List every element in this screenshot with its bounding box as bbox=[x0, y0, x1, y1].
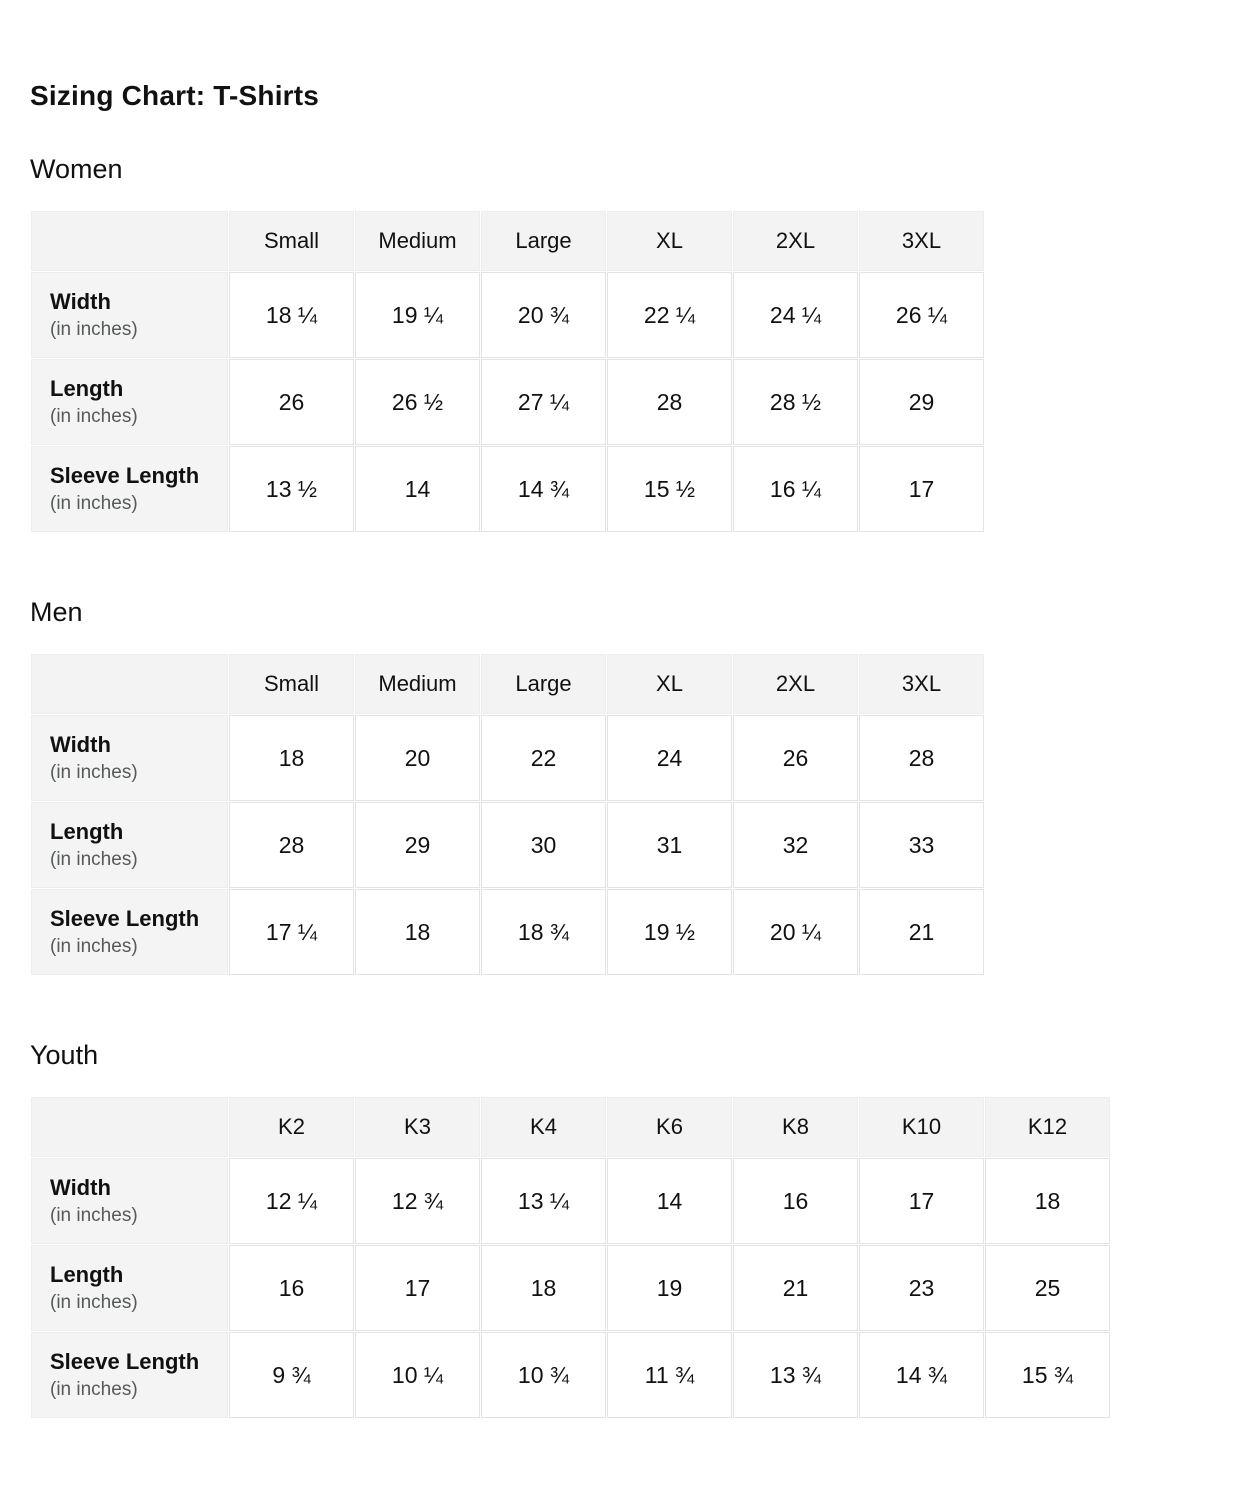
row-label-cell bbox=[31, 1245, 228, 1331]
row-label: Sleeve Length bbox=[50, 463, 200, 489]
row-label-cell bbox=[31, 889, 228, 975]
column-header: 3XL bbox=[859, 211, 984, 271]
section-heading-women: Women bbox=[30, 154, 123, 184]
column-header: XL bbox=[607, 654, 732, 714]
table-row bbox=[31, 889, 984, 975]
size-value-cell: 12 ¼ bbox=[229, 1158, 354, 1244]
size-value-cell: 10 ¼ bbox=[355, 1332, 480, 1418]
size-value-cell: 18 ¼ bbox=[229, 272, 354, 358]
corner-cell bbox=[31, 654, 228, 714]
size-value-cell: 10 ¾ bbox=[481, 1332, 606, 1418]
section-heading-men: Men bbox=[30, 597, 83, 627]
size-value-cell: 13 ¼ bbox=[481, 1158, 606, 1244]
size-value-cell: 17 ¼ bbox=[229, 889, 354, 975]
row-label: Width bbox=[50, 1175, 111, 1201]
column-header: 3XL bbox=[859, 654, 984, 714]
size-value-cell: 11 ¾ bbox=[607, 1332, 732, 1418]
row-label: Length bbox=[50, 1262, 124, 1288]
size-value-cell: 15 ¾ bbox=[985, 1332, 1110, 1418]
size-value-cell: 25 bbox=[985, 1245, 1110, 1331]
row-label: Sleeve Length bbox=[50, 1349, 200, 1375]
size-value-cell: 28 bbox=[229, 802, 354, 888]
row-sublabel: (in inches) bbox=[50, 1378, 138, 1400]
size-value-cell: 26 ¼ bbox=[859, 272, 984, 358]
row-label-cell bbox=[31, 446, 228, 532]
size-value-cell: 22 ¼ bbox=[607, 272, 732, 358]
size-value-cell: 21 bbox=[859, 889, 984, 975]
row-label-cell bbox=[31, 359, 228, 445]
table-row bbox=[31, 1332, 1110, 1418]
size-value-cell: 18 bbox=[229, 715, 354, 801]
youth-size-table bbox=[30, 1096, 1111, 1419]
column-header: XL bbox=[607, 211, 732, 271]
size-value-cell: 22 bbox=[481, 715, 606, 801]
section-heading-youth: Youth bbox=[30, 1040, 99, 1070]
column-header: Small bbox=[229, 654, 354, 714]
column-header: Medium bbox=[355, 211, 480, 271]
size-value-cell: 27 ¼ bbox=[481, 359, 606, 445]
size-value-cell: 13 ½ bbox=[229, 446, 354, 532]
youth-size-table-container bbox=[30, 1096, 1220, 1419]
size-value-cell: 23 bbox=[859, 1245, 984, 1331]
size-value-cell: 24 ¼ bbox=[733, 272, 858, 358]
size-value-cell: 19 ¼ bbox=[355, 272, 480, 358]
row-sublabel: (in inches) bbox=[50, 405, 138, 427]
row-sublabel: (in inches) bbox=[50, 935, 138, 957]
table-row bbox=[31, 802, 984, 888]
size-value-cell: 29 bbox=[355, 802, 480, 888]
size-value-cell: 19 ½ bbox=[607, 889, 732, 975]
row-label-cell bbox=[31, 272, 228, 358]
men-size-table bbox=[30, 653, 985, 976]
size-value-cell: 14 ¾ bbox=[859, 1332, 984, 1418]
corner-cell bbox=[31, 211, 228, 271]
size-value-cell: 16 ¼ bbox=[733, 446, 858, 532]
column-header: Large bbox=[481, 654, 606, 714]
size-value-cell: 26 ½ bbox=[355, 359, 480, 445]
size-value-cell: 14 bbox=[355, 446, 480, 532]
size-value-cell: 32 bbox=[733, 802, 858, 888]
size-value-cell: 18 bbox=[355, 889, 480, 975]
column-header: K2 bbox=[229, 1097, 354, 1157]
section-men bbox=[30, 597, 1220, 976]
size-value-cell: 28 bbox=[607, 359, 732, 445]
section-youth bbox=[30, 1040, 1220, 1419]
column-header: Small bbox=[229, 211, 354, 271]
row-label: Width bbox=[50, 732, 111, 758]
column-header: Medium bbox=[355, 654, 480, 714]
table-row bbox=[31, 1245, 1110, 1331]
size-value-cell: 20 ¾ bbox=[481, 272, 606, 358]
row-label-cell bbox=[31, 802, 228, 888]
column-header: K4 bbox=[481, 1097, 606, 1157]
women-size-table bbox=[30, 210, 985, 533]
row-sublabel: (in inches) bbox=[50, 761, 138, 783]
page-title: Sizing Chart: T-Shirts bbox=[30, 80, 320, 111]
size-value-cell: 17 bbox=[859, 1158, 984, 1244]
size-value-cell: 21 bbox=[733, 1245, 858, 1331]
size-value-cell: 20 bbox=[355, 715, 480, 801]
row-label-cell bbox=[31, 715, 228, 801]
size-value-cell: 29 bbox=[859, 359, 984, 445]
size-value-cell: 14 bbox=[607, 1158, 732, 1244]
column-header: K6 bbox=[607, 1097, 732, 1157]
size-value-cell: 30 bbox=[481, 802, 606, 888]
column-header: 2XL bbox=[733, 654, 858, 714]
size-value-cell: 18 bbox=[481, 1245, 606, 1331]
row-label: Length bbox=[50, 376, 124, 402]
size-value-cell: 12 ¾ bbox=[355, 1158, 480, 1244]
size-value-cell: 28 ½ bbox=[733, 359, 858, 445]
row-sublabel: (in inches) bbox=[50, 318, 138, 340]
size-value-cell: 33 bbox=[859, 802, 984, 888]
column-header: 2XL bbox=[733, 211, 858, 271]
size-value-cell: 14 ¾ bbox=[481, 446, 606, 532]
size-value-cell: 16 bbox=[733, 1158, 858, 1244]
header-row bbox=[31, 211, 984, 271]
size-value-cell: 16 bbox=[229, 1245, 354, 1331]
size-value-cell: 17 bbox=[355, 1245, 480, 1331]
table-row bbox=[31, 715, 984, 801]
size-value-cell: 24 bbox=[607, 715, 732, 801]
size-value-cell: 18 bbox=[985, 1158, 1110, 1244]
row-sublabel: (in inches) bbox=[50, 492, 138, 514]
size-value-cell: 17 bbox=[859, 446, 984, 532]
size-value-cell: 31 bbox=[607, 802, 732, 888]
size-value-cell: 15 ½ bbox=[607, 446, 732, 532]
column-header: Large bbox=[481, 211, 606, 271]
row-label: Length bbox=[50, 819, 124, 845]
table-row bbox=[31, 1158, 1110, 1244]
column-header: K8 bbox=[733, 1097, 858, 1157]
column-header: K10 bbox=[859, 1097, 984, 1157]
size-value-cell: 18 ¾ bbox=[481, 889, 606, 975]
row-sublabel: (in inches) bbox=[50, 848, 138, 870]
size-value-cell: 13 ¾ bbox=[733, 1332, 858, 1418]
header-row bbox=[31, 1097, 1110, 1157]
size-value-cell: 20 ¼ bbox=[733, 889, 858, 975]
column-header: K3 bbox=[355, 1097, 480, 1157]
row-label-cell bbox=[31, 1332, 228, 1418]
men-size-table-container bbox=[30, 653, 1220, 976]
section-women bbox=[30, 154, 1220, 533]
table-row bbox=[31, 272, 984, 358]
women-size-table-container bbox=[30, 210, 1220, 533]
column-header: K12 bbox=[985, 1097, 1110, 1157]
size-value-cell: 28 bbox=[859, 715, 984, 801]
size-value-cell: 19 bbox=[607, 1245, 732, 1331]
size-value-cell: 9 ¾ bbox=[229, 1332, 354, 1418]
row-label-cell bbox=[31, 1158, 228, 1244]
corner-cell bbox=[31, 1097, 228, 1157]
row-sublabel: (in inches) bbox=[50, 1291, 138, 1313]
table-row bbox=[31, 446, 984, 532]
table-row bbox=[31, 359, 984, 445]
size-value-cell: 26 bbox=[229, 359, 354, 445]
row-sublabel: (in inches) bbox=[50, 1204, 138, 1226]
header-row bbox=[31, 654, 984, 714]
row-label: Width bbox=[50, 289, 111, 315]
size-value-cell: 26 bbox=[733, 715, 858, 801]
row-label: Sleeve Length bbox=[50, 906, 200, 932]
